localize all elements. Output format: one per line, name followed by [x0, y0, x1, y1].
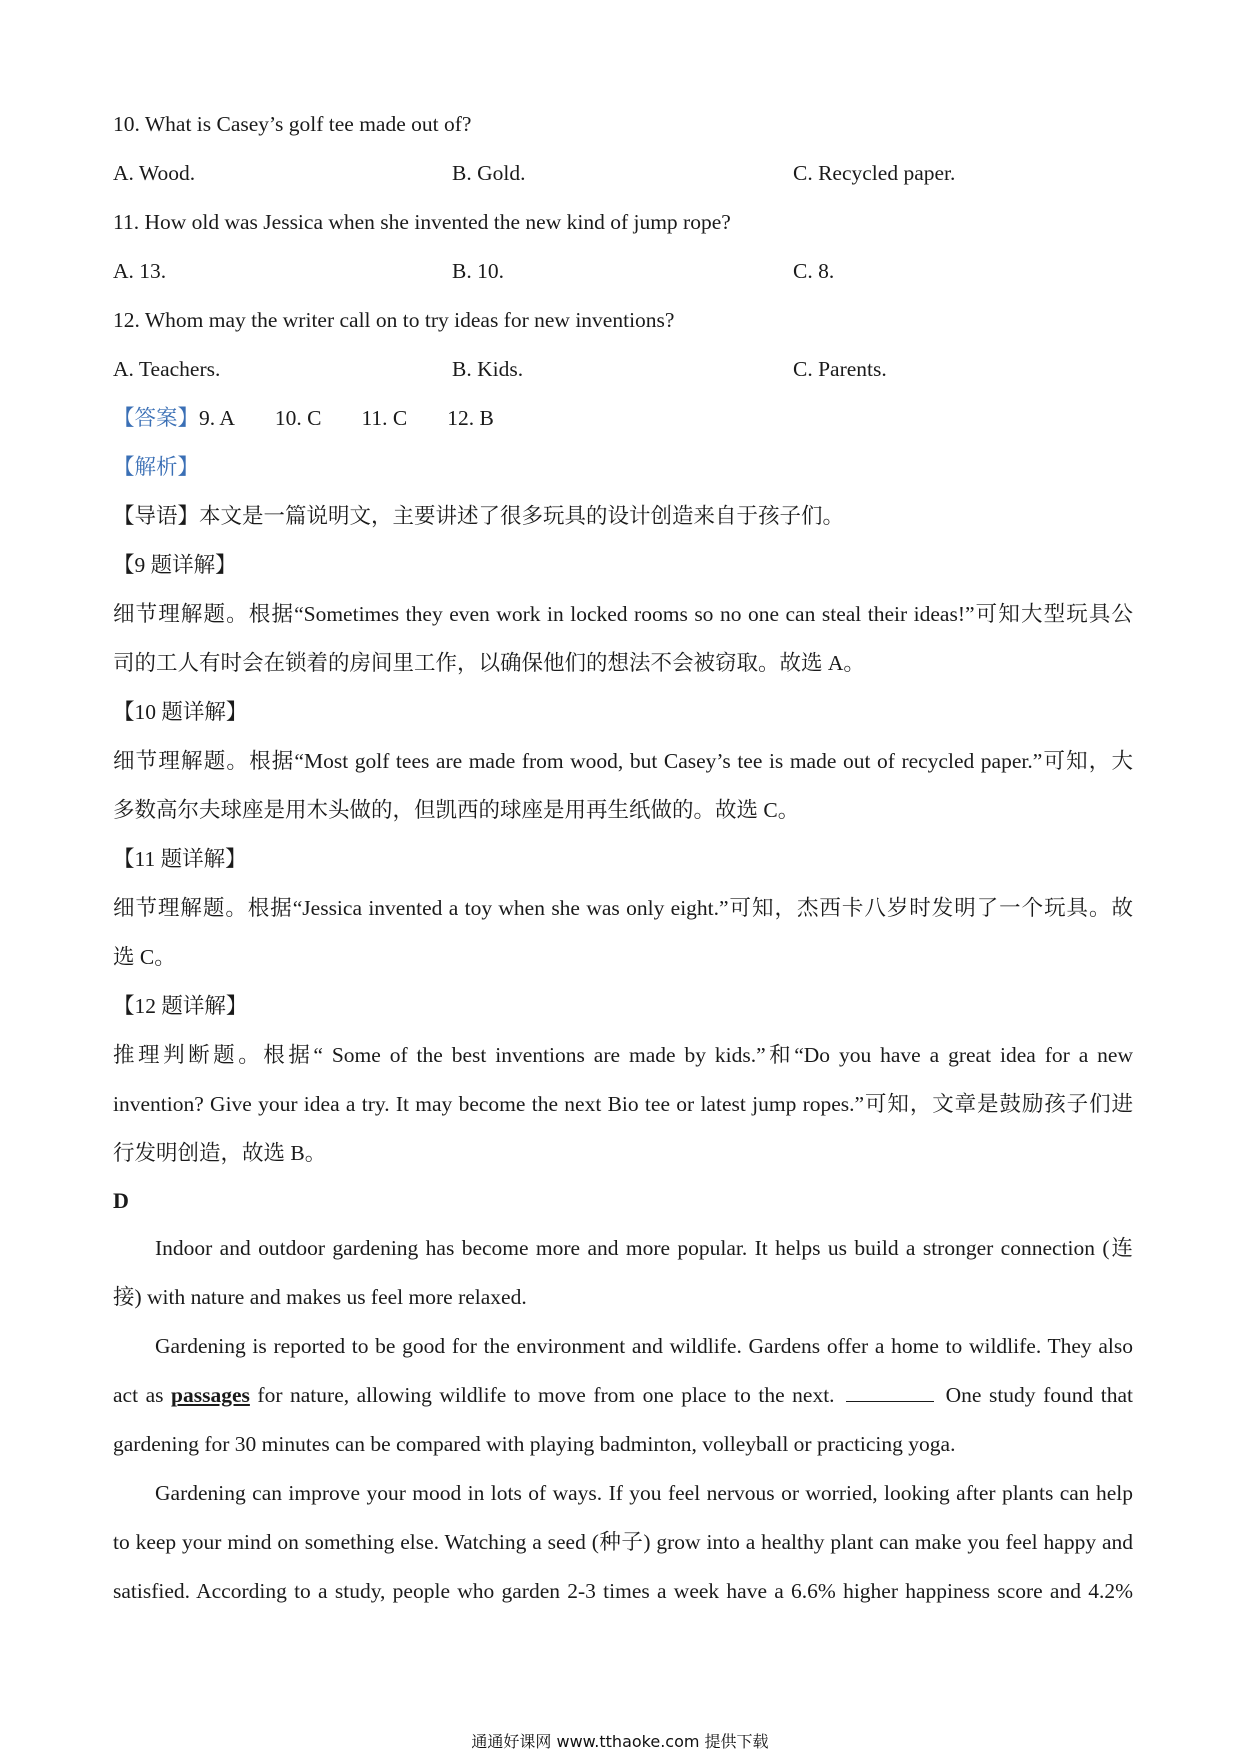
- detail-line: 司的工人有时会在锁着的房间里工作，以确保他们的想法不会被窃取。故选 A。: [113, 651, 865, 675]
- detail-line: 细节理解题。根据“Jessica invented a toy when she was only eight.”可知，杰西卡八岁时发明了一个玩具。故: [113, 896, 1133, 920]
- question-11-options: [113, 247, 1133, 296]
- passage-line-with-blank: [113, 1371, 1133, 1420]
- passage-line: satisfied. According to a study, people who garden 2-3 times a week have a 6.6% higher happiness score and 4.2%: [113, 1579, 1133, 1603]
- detail-line: 多数高尔夫球座是用木头做的，但凯西的球座是用再生纸做的。故选 C。: [113, 798, 800, 822]
- answer-item: 11. C: [361, 406, 408, 430]
- detail-line: 行发明创造，故选 B。: [113, 1141, 327, 1165]
- detail-heading-10: 【10 题详解】: [113, 700, 248, 724]
- section-heading-d: D: [113, 1188, 129, 1213]
- option-c: C. Recycled paper.: [793, 161, 956, 185]
- passage-line: 接) with nature and makes us feel more relaxed.: [113, 1285, 527, 1309]
- detail-heading-12: 【12 题详解】: [113, 994, 248, 1018]
- answer-item: 12. B: [447, 406, 494, 430]
- answer-item: 10. C: [274, 406, 322, 430]
- document-page: [113, 100, 1133, 1616]
- passage-line: gardening for 30 minutes can be compared with playing badminton, volleyball or practicing yoga.: [113, 1432, 956, 1456]
- answer-blank: [846, 1383, 934, 1402]
- detail-line: 细节理解题。根据“Most golf tees are made from wood, but Casey’s tee is made out of recycled paper.”可知，大: [113, 749, 1133, 773]
- intro-text: 【导语】本文是一篇说明文，主要讲述了很多玩具的设计创造来自于孩子们。: [113, 504, 845, 528]
- detail-heading-9: 【9 题详解】: [113, 553, 237, 577]
- passage-line: Indoor and outdoor gardening has become more and more popular. It helps us build a stronger connection (连: [155, 1236, 1133, 1260]
- page-footer: 通通好课网 www.tthaoke.com 提供下载: [471, 1732, 769, 1751]
- question-12: 12. Whom may the writer call on to try ideas for new inventions?: [113, 308, 675, 332]
- question-12-options: [113, 345, 1133, 394]
- option-a: A. Wood.: [113, 161, 196, 185]
- detail-line: 细节理解题。根据“Sometimes they even work in locked rooms so no one can steal their ideas!”可知大型玩具公: [113, 602, 1133, 626]
- detail-line: invention? Give your idea a try. It may become the next Bio tee or latest jump ropes.”可知，文章是鼓励孩子们进: [113, 1092, 1133, 1116]
- question-11: 11. How old was Jessica when she invented the new kind of jump rope?: [113, 210, 731, 234]
- passage-line: Gardening is reported to be good for the environment and wildlife. Gardens offer a home to wildlife. They also: [155, 1334, 1133, 1358]
- option-b: B. 10.: [452, 259, 504, 283]
- detail-line: 选 C。: [113, 945, 176, 969]
- option-b: B. Kids.: [452, 357, 524, 381]
- passage-text: act as: [113, 1383, 172, 1407]
- passage-text: One study found that: [938, 1383, 1133, 1407]
- passage-line: to keep your mind on something else. Watching a seed (种子) grow into a healthy plant can make you feel happy and: [113, 1530, 1133, 1554]
- answer-item: 9. A: [199, 406, 235, 430]
- underlined-word: passages: [171, 1383, 250, 1407]
- option-a: A. Teachers.: [113, 357, 221, 381]
- option-c: C. 8.: [793, 259, 835, 283]
- answer-label: 【答案】: [113, 406, 200, 430]
- answer-key: [113, 394, 1133, 443]
- option-b: B. Gold.: [452, 161, 526, 185]
- detail-heading-11: 【11 题详解】: [113, 847, 247, 871]
- option-a: A. 13.: [113, 259, 167, 283]
- option-c: C. Parents.: [793, 357, 887, 381]
- question-10: 10. What is Casey’s golf tee made out of?: [113, 112, 472, 136]
- passage-text: for nature, allowing wildlife to move from one place to the next.: [249, 1383, 843, 1407]
- detail-line: 推理判断题。根据“ Some of the best inventions are made by kids.”和“Do you have a great idea for a new: [113, 1043, 1133, 1067]
- analysis-label: 【解析】: [113, 455, 200, 479]
- question-10-options: [113, 149, 1133, 198]
- passage-line: Gardening can improve your mood in lots of ways. If you feel nervous or worried, looking after plants can help: [155, 1481, 1133, 1505]
